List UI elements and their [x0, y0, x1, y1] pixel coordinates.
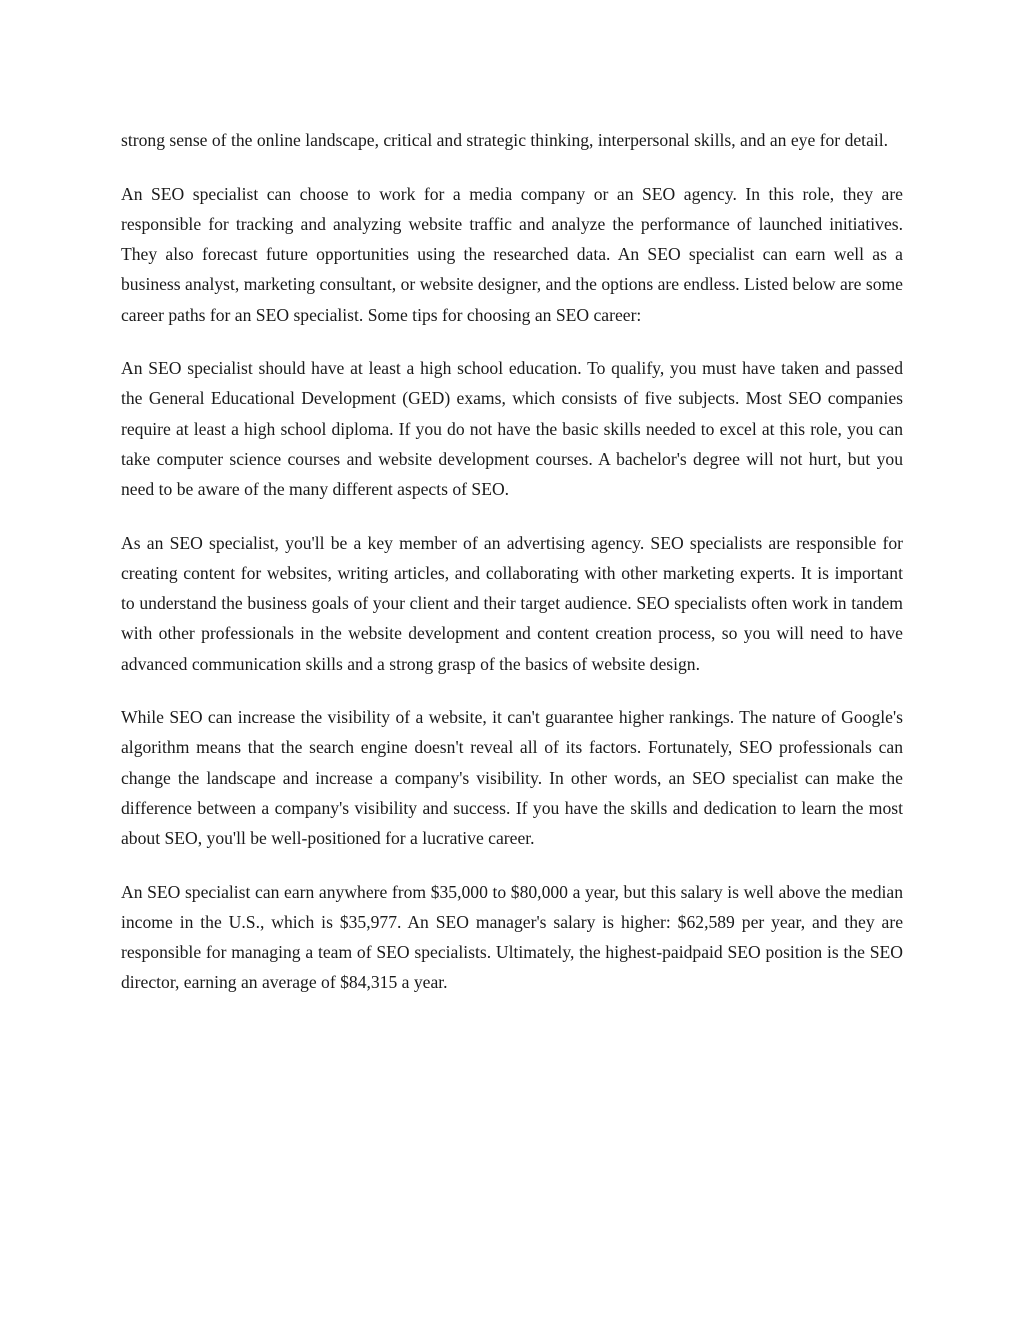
paragraph-2: An SEO specialist can choose to work for a media company or an SEO agency. In this role, they are responsible for tracking and analyzing website traffic and analyze the performance of launched initiatives. They also forecast future opportunities using the researched data. An SEO specialist can earn well as a business analyst, marketing consultant, or website designer, and the options are endless. Listed below are some career paths for an SEO specialist. Some tips for choosing an SEO career: — [121, 183, 903, 325]
paragraph-4: As an SEO specialist, you'll be a key member of an advertising agency. SEO specialists are responsible for creating content for websites, writing articles, and collaborating with other marketing experts. It is important to understand the business goals of your client and their target audience. SEO specialists often work in tandem with other professionals in the website development and content creation process, so you will need to have advanced communication skills and a strong grasp of the basics of website design. — [121, 532, 903, 674]
paragraph-6: An SEO specialist can earn anywhere from $35,000 to $80,000 a year, but this salary is well above the median income in the U.S., which is $35,977. An SEO manager's salary is higher: $62,589 per year, and they are responsible for managing a team of SEO specialists. Ultimately, the highest-paidpaid SEO position is the SEO director, earning an average of $84,315 a year. — [121, 881, 903, 993]
document-page — [121, 125, 903, 1021]
paragraph-3: An SEO specialist should have at least a high school education. To qualify, you must have taken and passed the General Educational Development (GED) exams, which consists of five subjects. Most SEO companies require at least a high school diploma. If you do not have the basic skills needed to excel at this role, you can take computer science courses and website development courses. A bachelor's degree will not hurt, but you need to be aware of the many different aspects of SEO. — [121, 358, 903, 500]
paragraph-5: While SEO can increase the visibility of a website, it can't guarantee higher rankings. The nature of Google's algorithm means that the search engine doesn't reveal all of its factors. Fortunately, SEO professionals can change the landscape and increase a company's visibility. In other words, an SEO specialist can make the difference between a company's visibility and success. If you have the skills and dedication to learn the most about SEO, you'll be well-positioned for a lucrative career. — [121, 707, 903, 849]
paragraph-1: strong sense of the online landscape, critical and strategic thinking, interpersonal skills, and an eye for detail. — [121, 130, 889, 150]
